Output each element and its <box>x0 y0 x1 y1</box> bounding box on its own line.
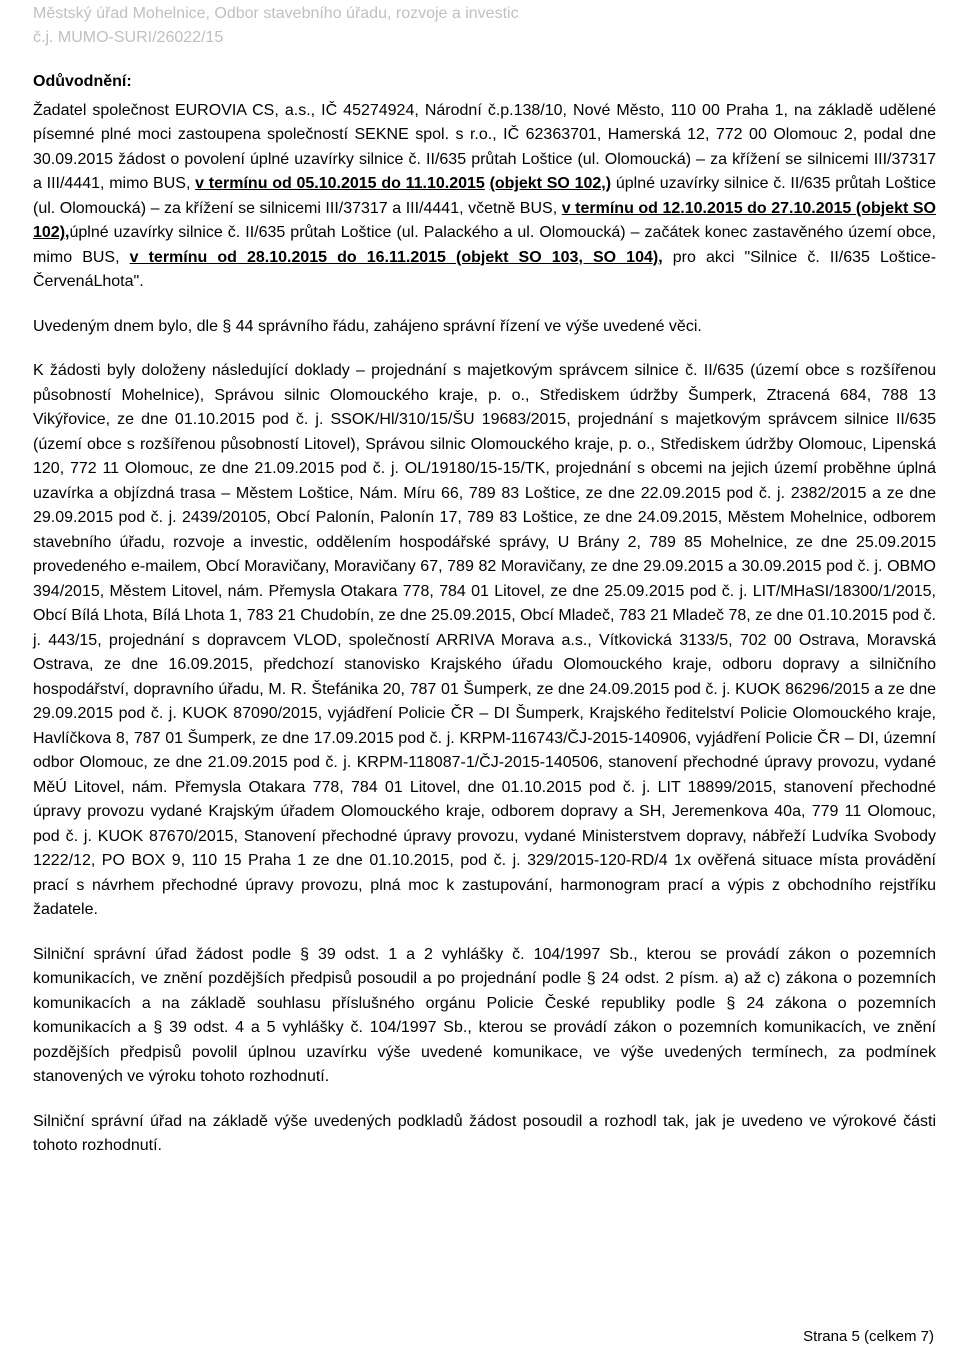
section-title: Odůvodnění: <box>33 73 132 90</box>
term-2: v termínu od 12.10.2015 do 27.10.2015 (objekt SO 102), <box>33 199 937 241</box>
term-1: v termínu od 05.10.2015 do 11.10.2015 <box>195 175 485 192</box>
header-office: Městský úřad Mohelnice, Odbor stavebního úřadu, rozvoje a investic <box>33 5 519 22</box>
page-number: Strana 5 (celkem 7) <box>803 1328 934 1345</box>
paragraph-assessment: Silniční správní úřad žádost podle § 39 odst. 1 a 2 vyhlášky č. 104/1997 Sb., kterou se provádí zákon o pozemních komunikacích, ve znění pozdějších předpisů posoudil a po projednání podle § 24 odst. 2 písm. a) až c) zákona o pozemních komunikacích a na základě souhlasu příslušného orgánu Policie České republiky podle § 24 zákona o pozemních komunikacích a § 39 odst. 4 a 5 vyhlášky č. 104/1997 Sb., kterou se provádí zákon o pozemních komunikacích, ve znění pozdějších předpisů povolil úplnou uzavírku výše uvedené komunikace, ve výše uvedených termínech, za podmínek stanovených ve výroku tohoto rozhodnutí. <box>33 945 936 1085</box>
paragraph-documents: K žádosti byly doloženy následující doklady – projednání s majetkovým správcem silnice č. II/635 (území obce s rozšířenou působností Mohelnice), Správou silnic Olomouckého kraje, p. o., Střediskem údržby Šumperk, Ztracená 684, 788 13 Vikýřovice, ze dne 01.10.2015 pod č. j. SSOK/Hl/310/15/ŠU 19683/2015, projednání s majetkovým správcem silnice II/635 (území obce s rozšířenou působností Litovel), Správou silnic Olomouckého kraje, p. o., Střediskem údržby Olomouc, Lipenská 120, 772 11 Olomouc, ze dne 21.09.2015 pod č. j. OL/19180/15-15/TK, projednání s obcemi na jejich území proběhne úplná uzavírka a objízdná trasa – Městem Loštice, Nám. Míru 66, 789 83 Loštice, ze dne 22.09.2015 pod č. j. 2382/2015 a ze dne 29.09.2015 pod č. j. 2439/20105, Obcí Palonín, Palonín 17, 789 83 Loštice, ze dne 24.09.2015, Městem Mohelnice, odborem stavebního úřadu, rozvoje a investic, oddělením hospodářské správy, U Brány 2, 789 85 Mohelnice, ze dne 25.09.2015 provedeného e-mailem, Obcí Moravičany, Moravičany 67, 789 82 Moravičany, ze dne 29.09.2015 a 30.09.2015 pod č. j. OBMO 394/2015, Městem Litovel, nám. Přemysla Otakara 778, 784 01 Litovel, ze dne 25.09.2015 pod č. j. LIT/MHaSI/18300/1/2015, Obcí Bílá Lhota, Bílá Lhota 1, 783 21 Chudobín, ze dne 25.09.2015, Obcí Mladeč, 783 21 Mladeč 78, ze dne 01.10.2015 pod č. j. 443/15, projednání s dopravcem VLOD, společností ARRIVA Morava a.s., Vítkovická 3133/5, 702 00 Ostrava, Moravská Ostrava, ze dne 16.09.2015, předchozí stanovisko Krajského úřadu Olomouckého kraje, odboru dopravy a silničního hospodářství, dopravního úřadu, M. R. Štefánika 20, 787 01 Šumperk, ze dne 24.09.2015 pod č. j. KUOK 86296/2015 a ze dne 29.09.2015 pod č. j. KUOK 87090/2015, vyjádření Policie ČR – DI Šumperk, Krajského ředitelství Policie Olomouckého kraje, Havlíčkova 8, 787 01 Šumperk, ze dne 17.09.2015 pod č. j. KRPM-116743/ČJ-2015-140906, vyjádření Policie ČR – DI, územní odbor Olomouc, ze dne 21.09.2015 pod č. j. KRPM-118087-1/ČJ-2015-140506, stanovení přechodné úpravy provozu, vydané MěÚ Litovel, nám. Přemysla Otakara 778, 784 01 Litovel, dne 01.10.2015 pod č. j. LIT 18899/2015, stanovení přechodné úpravy provozu vydané Krajským úřadem Olomouckého kraje, odborem dopravy a SH, Jeremenkova 40a, 779 11 Olomouc, pod č. j. KUOK 87670/2015, Stanovení přechodné úpravy provozu, vydané Ministerstvem dopravy, nábřeží Ludvíka Svobody 1222/12, PO BOX 9, 110 15 Praha 1 ze dne 01.10.2015, pod č. j. 329/2015-120-RD/4 1x ověřená situace místa provádění prací s návrhem přechodné úpravy provozu, plná moc k zastupování, harmonogram prací a výpis z obchodního rejstříku žadatele. <box>33 362 936 918</box>
term-3: v termínu od 28.10.2015 do 16.11.2015 (objekt SO 103, SO 104), <box>129 248 663 266</box>
text: úplné uzavírky silnice č. II/635 průtah Loštice (ul. Palackého a ul. Olomoucká) – začátek konec zastavěného území obce, mimo BUS, <box>33 224 936 266</box>
paragraph-decision: Silniční správní úřad na základě výše uvedených podkladů žádost posoudil a rozhodl tak, jak je uvedeno ve výrokové části tohoto rozhodnutí. <box>33 1112 936 1154</box>
paragraph-applicant <box>33 99 936 295</box>
object-so-102: (objekt SO 102,) <box>489 175 612 192</box>
header-reference: č.j. MUMO-SURI/26022/15 <box>33 29 224 46</box>
text: Žadatel společnost EUROVIA CS, a.s., IČ 45274924, Národní č.p.138/10, Nové Město, 110 00 Praha 1, na základě udělené písemné plné moci zastoupena společností SEKNE spol. s r.o., IČ 62363701, Hamerská 12, 772 00 Olomouc 2, podal dne 30.09.2015 žádost o povolení úplné uzavírky silnice č. II/635 průtah Loštice (ul. Olomoucká) – za křížení se silnicemi III/37317 a III/4441, mimo BUS, <box>33 101 936 192</box>
text: úplné uzavírky silnice č. II/635 průtah Loštice (ul. Olomoucká) – za křížení se silnicemi III/37317 a III/4441, včetně BUS, <box>33 175 937 217</box>
text: pro akci "Silnice č. II/635 Loštice-ČervenáLhota". <box>33 248 937 290</box>
document-header <box>33 2 519 50</box>
paragraph-proceedings: Uvedeným dnem bylo, dle § 44 správního řádu, zahájeno správní řízení ve výše uvedené věci. <box>33 317 702 335</box>
document-body <box>33 70 936 1179</box>
